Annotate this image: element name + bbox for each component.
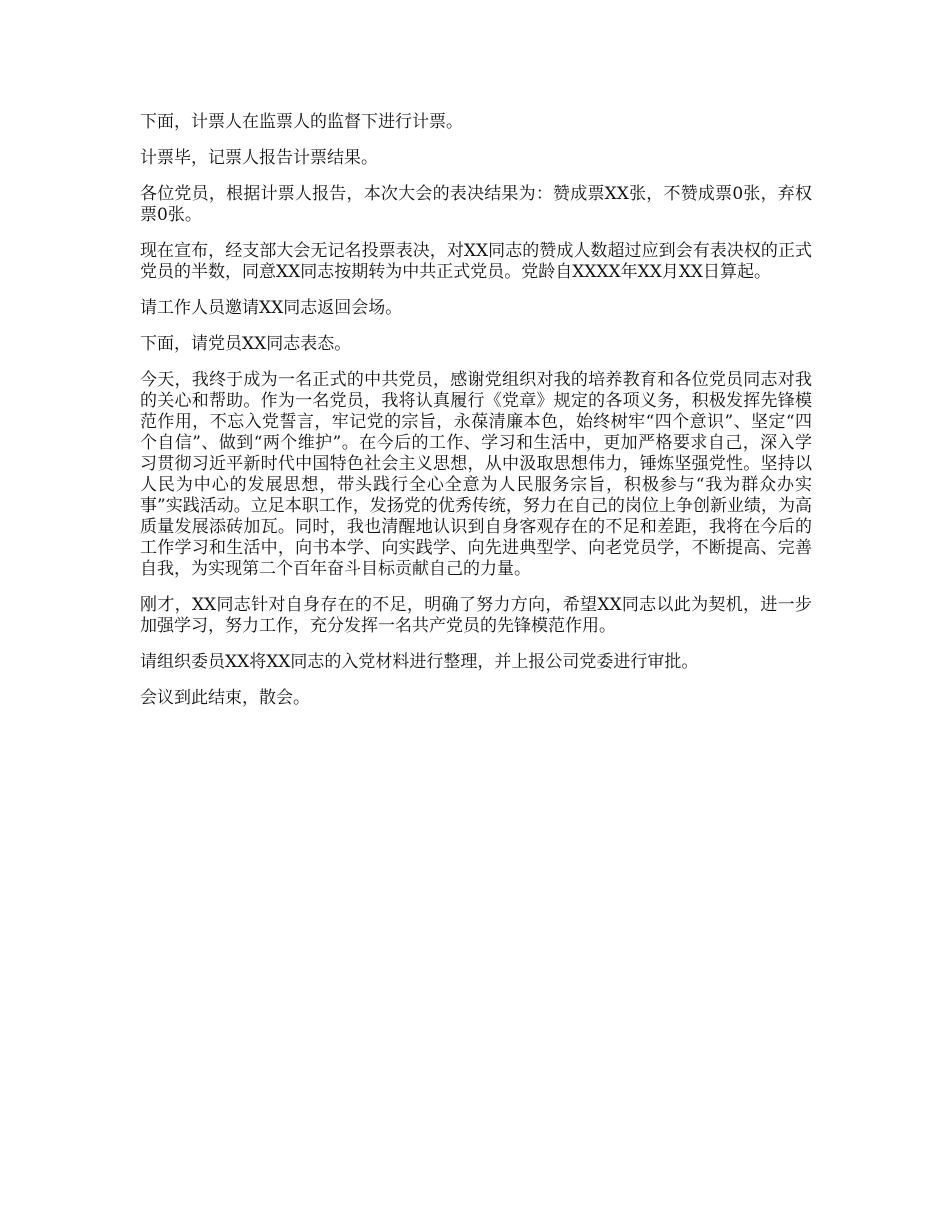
- paragraph-invite-return: 请工作人员邀请XX同志返回会场。: [140, 298, 403, 318]
- paragraph-encouragement: 刚才，XX同志针对自身存在的不足，明确了努力方向，希望XX同志以此为契机，进一步加强学习，努力工作，充分发挥一名共产党员的先锋模范作用。: [140, 595, 812, 636]
- paragraph-counting-start: 下面，计票人在监票人的监督下进行计票。: [140, 112, 463, 132]
- paragraph-closing: 会议到此结束，散会。: [140, 688, 310, 708]
- paragraph-counting-report: 计票毕，记票人报告计票结果。: [140, 148, 378, 168]
- paragraph-statement-request: 下面，请党员XX同志表态。: [140, 334, 352, 354]
- paragraph-announcement: 现在宣布，经支部大会无记名投票表决，对XX同志的赞成人数超过应到会有表决权的正式党员的半数，同意XX同志按期转为中共正式党员。党龄自XXXX年XX月XX日算起。: [140, 241, 812, 282]
- paragraph-materials: 请组织委员XX将XX同志的入党材料进行整理，并上报公司党委进行审批。: [140, 652, 699, 672]
- paragraph-vote-result: 各位党员，根据计票人报告，本次大会的表决结果为：赞成票XX张，不赞成票0张，弃权票0张。: [140, 184, 812, 225]
- paragraph-member-statement: 今天，我终于成为一名正式的中共党员，感谢党组织对我的培养教育和各位党员同志对我的关心和帮助。作为一名党员，我将认真履行《党章》规定的各项义务，积极发挥先锋模范作用，不忘入党誓言，牢记党的宗旨，永葆清廉本色，始终树牢“四个意识”、坚定“四个自信”、做到“两个维护”。在今后的工作、学习和生活中，更加严格要求自己，深入学习贯彻习近平新时代中国特色社会主义思想，从中汲取思想伟力，锤炼坚强党性。坚持以人民为中心的发展思想，带头践行全心全意为人民服务宗旨，积极参与“我为群众办实事”实践活动。立足本职工作，发扬党的优秀传统，努力在自己的岗位上争创新业绩，为高质量发展添砖加瓦。同时，我也清醒地认识到自身客观存在的不足和差距，我将在今后的工作学习和生活中，向书本学、向实践学、向先进典型学、向老党员学，不断提高、完善自我，为实现第二个百年奋斗目标贡献自己的力量。: [140, 370, 812, 579]
- document-page: [140, 112, 812, 724]
